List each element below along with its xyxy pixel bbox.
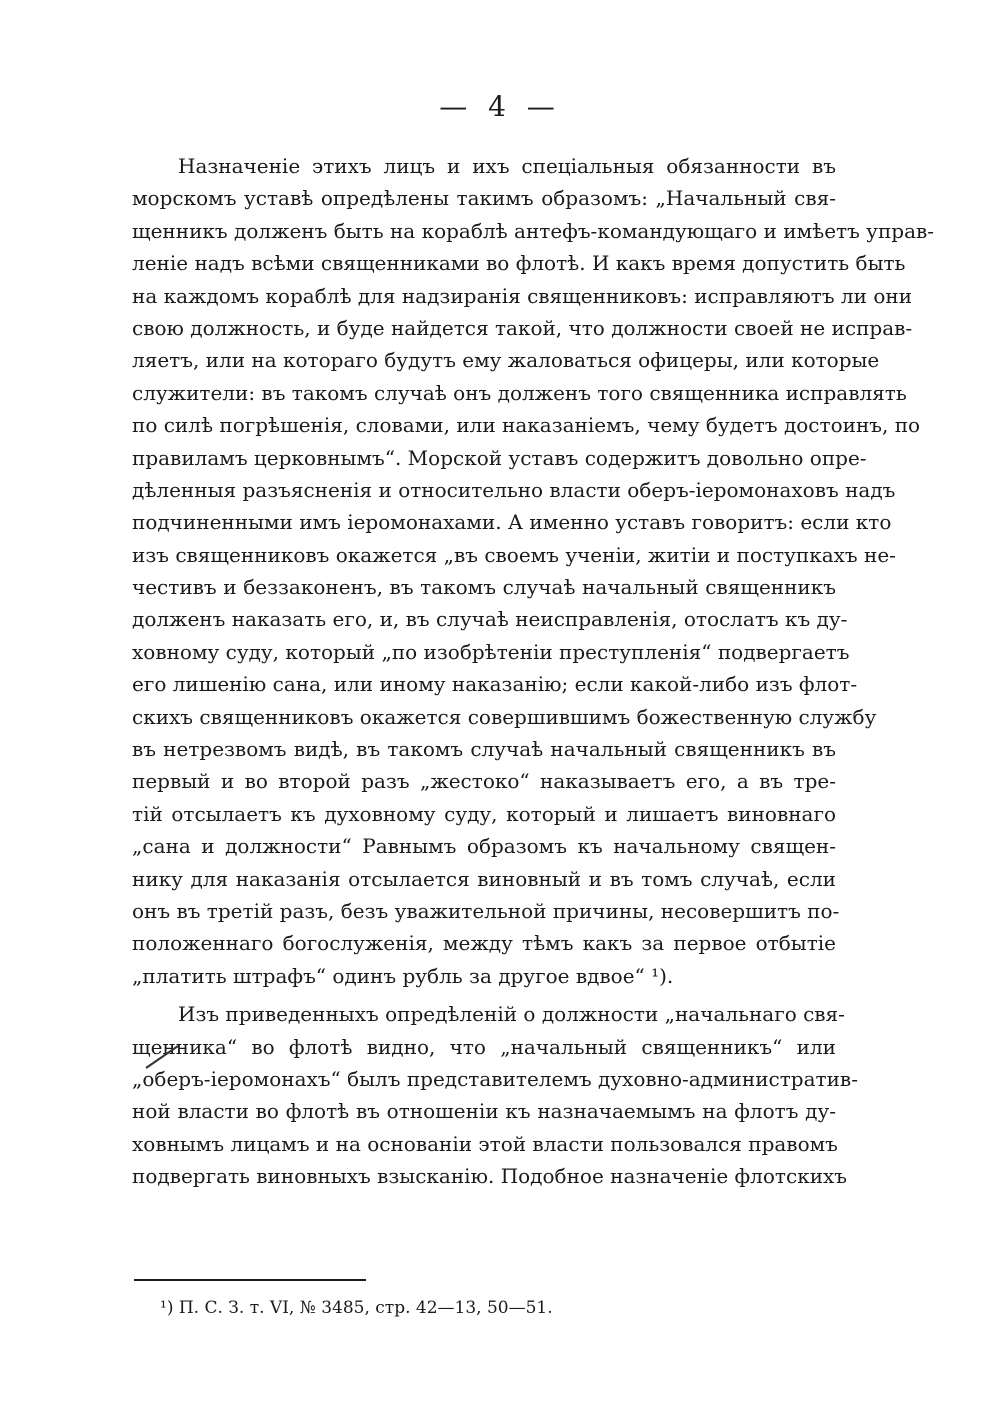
footnote: ¹) П. С. З. т. VI, № 3485, стр. 42—13, 50—51. — [160, 1298, 553, 1318]
text-line: правиламъ церковнымъ“. Морской уставъ содержитъ довольно опре- — [132, 445, 867, 470]
text-line: ховнымъ лицамъ и на основанiи этой власти пользовался правомъ — [132, 1131, 838, 1156]
paragraph-2 — [132, 998, 858, 1192]
footnote-divider — [134, 1279, 366, 1281]
main-text — [132, 150, 935, 1193]
text-line: „сана и должности“ Равнымъ образомъ къ начальному священ- — [132, 834, 836, 859]
text-line: долженъ наказать его, и, въ случаѣ неисправленiя, отослатъ къ ду- — [132, 607, 848, 632]
pencil-slash-mark — [144, 1044, 180, 1070]
text-line: „платить штрафъ“ одинъ рубль за другое вдвое“ ¹). — [132, 963, 674, 988]
text-line: честивъ и беззаконенъ, въ такомъ случаѣ начальный священникъ — [132, 575, 836, 600]
text-line: „оберъ-iеромонахъ“ былъ представителемъ духовно-административ- — [132, 1066, 858, 1091]
text-line: Назначенiе этихъ лицъ и ихъ спецiальныя обязанности въ — [178, 154, 836, 178]
text-line: на каждомъ кораблѣ для надзиранiя священниковъ: исправляютъ ли они — [132, 283, 913, 308]
text-line: нику для наказанiя отсылается виновный и въ томъ случаѣ, если — [132, 866, 836, 891]
page-number: — 4 — — [439, 90, 561, 123]
text-line: ленiе надъ всѣми священниками во флотѣ. И какъ время допустить быть — [132, 251, 906, 276]
text-line: дѣленныя разъясненiя и относительно власти оберъ-iеромонаховъ надъ — [132, 477, 896, 502]
text-line: ховному суду, который „по изобрѣтенiи преступленiя“ подвергаетъ — [132, 639, 850, 664]
text-line: Изъ приведенныхъ опредѣленiй о должности „начальнаго свя- — [178, 1002, 845, 1027]
text-line: подвергать виновныхъ взысканiю. Подобное назначенiе флотскихъ — [132, 1164, 848, 1189]
text-line: морскомъ уставѣ опредѣлены такимъ образомъ: „Начальный свя- — [132, 186, 836, 211]
text-line: ляетъ, или на котораго будутъ ему жаловаться офицеры, или которые — [132, 348, 880, 373]
text-line: ной власти во флотѣ въ отношенiи къ назначаемымъ на флотъ ду- — [132, 1099, 836, 1124]
text-line: тiй отсылаетъ къ духовному суду, который и лишаетъ виновнаго — [132, 801, 836, 826]
text-line: положеннаго богослуженiя, между тѣмъ какъ за первое отбытiе — [132, 931, 836, 956]
text-line: служители: въ такомъ случаѣ онъ долженъ того священника исправлять — [132, 380, 907, 405]
text-line: онъ въ третiй разъ, безъ уважительной причины, несовершитъ по- — [132, 898, 840, 923]
text-line: скихъ священниковъ окажется совершившимъ божественную службу — [132, 704, 877, 729]
text-line: по силѣ погрѣшенiя, словами, или наказанiемъ, чему будетъ достоинъ, по — [132, 413, 921, 438]
text-line: изъ священниковъ окажется „въ своемъ ученiи, житiи и поступкахъ не- — [132, 542, 896, 567]
text-line: щенникъ долженъ быть на кораблѣ антефъ-командующаго и имѣетъ управ- — [132, 218, 935, 243]
text-line: его лишенiю сана, или иному наказанiю; если какой-либо изъ флот- — [132, 672, 858, 697]
text-line: щенника“ во флотѣ видно, что „начальный священникъ“ или — [132, 1034, 836, 1059]
paragraph-1 — [132, 150, 935, 992]
text-line: въ нетрезвомъ видѣ, въ такомъ случаѣ начальный священникъ въ — [132, 737, 836, 762]
text-line: свою должность, и буде найдется такой, что должности своей не исправ- — [132, 315, 913, 340]
text-line: подчиненными имъ iеромонахами. А именно уставъ говоритъ: если кто — [132, 510, 892, 535]
text-line: первый и во второй разъ „жестоко“ наказываетъ его, а въ тре- — [132, 769, 836, 794]
